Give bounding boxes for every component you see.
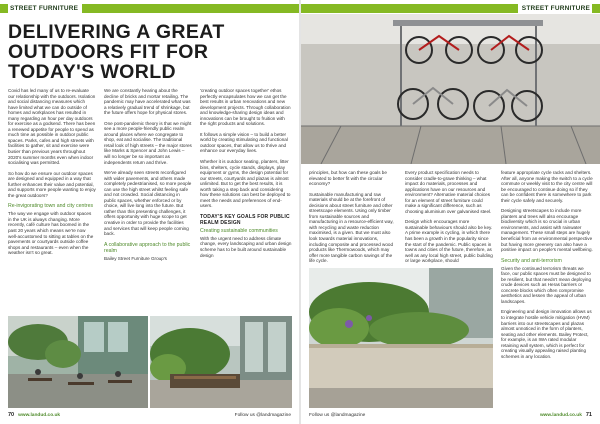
footer-left	[8, 412, 60, 418]
page-number-left: 70	[8, 412, 15, 418]
cafe-terrace-photo	[8, 316, 148, 408]
paragraph: We've already seen streets reconfigured with wider pavements, and others made completely pedestrianised, so more people can use the high street whilst feeling safe and not crowded. Social distancing in public spaces, whether enforced or by choice, will live long into the future. But rather than this presenting challenges, it offers opportunity with huge scope to get creative in order to provide the facilities and services that will keep people coming back.	[104, 170, 192, 237]
planter-photo	[309, 268, 493, 408]
paragraph: Engineering and design innovation allows us to integrate hostile vehicle mitigation (HVM) barriers into our streetscapes and plazas almost unnoticed in the form of planters, seating and other elements. Bailey Protect, for example, is an IWA rated modular retaining wall system, which is perfect for creating visually appealing raised planting schemes in any location.	[501, 309, 592, 359]
paragraph: One post-pandemic theory is that we might see a more people-friendly public realm around places where we congregate to shop, eat and socialise. The traditional retail look of high streets – the major stores like Marks & Spencer and John Lewis – will no longer be so important as independents return and thrive.	[104, 120, 192, 165]
headline	[8, 22, 298, 82]
footer-follow-right: Follow us @landmagazine	[309, 413, 366, 418]
headline-line-3: TODAY'S WORLD	[8, 61, 177, 83]
footer-url-right[interactable]: www.landud.co.uk	[539, 413, 582, 418]
paragraph: 'creating outdoor spaces together' ethos perfectly encapsulates how we can get the best results in urban renovations and new development projects. Through collaboration and knowledge-sharing design ideas and innovations can be brought to fruition with the right products and solutions.	[200, 88, 291, 127]
paragraph: principles, but how can these goals be elevated to better fit with the circular economy?	[309, 170, 387, 187]
paragraph: The way we engage with outdoor spaces in the UK is always changing. More recently, café culture has boomed in the past 20 years which means we're now well-accustomed to sitting at tables on the pavements or courtyards outside coffee shops and restaurants – even when the weather isn't so great.	[8, 211, 94, 256]
subheading: Security and anti-terrorism	[501, 257, 562, 264]
subheading: Re-invigorating town and city centres	[8, 203, 94, 210]
left-column-3	[200, 88, 292, 263]
footer-follow-left: Follow us @landmagazine	[234, 413, 291, 418]
paragraph: Sustainable manufacturing and raw materials should be at the forefront of decisions about street furniture and other streetscape elements. Using only timber from sustainable sources and manufacturing in a resource-efficient way, with recycling and waste reduction maximised, is a given. But we must also look towards material innovations, including composite and processed wood products like Thermowoods, which may offer more tangible carbon savings of the life cycle.	[309, 191, 394, 264]
page-number-right: 71	[585, 412, 592, 418]
paragraph: Design which encourages more sustainable behaviours should also be key. A prime example is cycling, in which there has been a growth in the popularity since the start of the pandemic. Public spaces in towns and cities of the future, therefore, as well as any local high street, public building or large workplace, should	[405, 219, 493, 264]
left-column-1	[8, 88, 96, 261]
footer-url-left[interactable]: www.landud.co.uk	[18, 413, 61, 418]
section-label-right: STREET FURNITURE	[518, 4, 592, 13]
right-column-3	[501, 170, 593, 364]
paragraph: With the urgent need to address climate change, every landscaping and urban design scheme has to be built around sustainable design	[200, 235, 292, 258]
headline-line-1: DELIVERING A GREAT	[8, 21, 225, 43]
paragraph: Covid has led many of us to re-evaluate our relationship with the outdoors. Isolation and social distancing measures which have limited what we can do outside of homes and workplaces has resulted in many regarding an hour per day outdoors for exercise as a godsend. There has been a renewed appetite for people to spend as much time as possible in outdoor public spaces. Parks, cafes and high streets with facilities to gather, sit and exercise were busier than previous years throughout 2020's summer months even when indoor socialising was permitted.	[8, 88, 96, 166]
paragraph: Given the continued terrorism threats we face, our public spaces must be designed to be resilient, but that needn't mean deploying crude devices such as Heras barriers or concrete blocks which often compromise aesthetics and lessen the appeal of urban landscapes.	[501, 265, 592, 304]
headline-line-2: OUTDOORS FIT FOR	[8, 41, 209, 63]
right-column-2	[405, 170, 493, 269]
right-column-1	[309, 170, 397, 269]
right-page	[301, 0, 600, 424]
key-goals-heading: TODAY'S KEY GOALS FOR PUBLIC REALM DESIGN	[200, 213, 290, 226]
subheading: Creating sustainable communities	[200, 227, 278, 234]
paragraph: Whether it is outdoor seating, planters, litter bins, shelters, cycle stands, displays, play equipment or gyms, the design potential for our streets, courtyards and plazas is almost unlimited. But to get the best results, it is worth taking a step back and considering how these solutions can best be deployed to meet the needs and preferences of end-users.	[200, 159, 291, 209]
footer-right	[540, 412, 592, 418]
subheading: A collaborative approach to the public realm	[104, 241, 191, 254]
left-column-2	[104, 88, 192, 266]
paragraph: Every product specification needs to consider cradle-to-grave thinking – what impact do materials, processes and applications have on our resources and environment? Alternative material choices for an element of street furniture could make a significant difference, such as choosing aluminium over galvanised steel.	[405, 170, 492, 214]
section-label-left: STREET FURNITURE	[8, 4, 82, 13]
left-page	[0, 0, 299, 424]
paragraph: feature appropriate cycle racks and shelters. After all, anyone making the switch to a cycle commute or weekly visit to the city centre will be encouraged to continue doing so if they can be confident there is somewhere to park their cycle safely and securely.	[501, 170, 593, 203]
paragraph: We are constantly hearing about the decline of bricks and mortar retailing. The pandemic may have accelerated what was a relatively gradual trend of shrinkage, but the future offers hope for physical stores.	[104, 88, 191, 116]
paragraph: Designing streetscapes to include more planters and trees will also encourage biodiversity which is so crucial in urban environments, and assist with rainwater management. These small steps are hugely beneficial from an environmental perspective but having more greenery can also have a positive impact on people's mental wellbeing.	[501, 208, 593, 253]
cycle-rack-photo	[301, 14, 600, 164]
planter-seating-photo	[150, 316, 292, 408]
paragraph: It follows a simple vision – to build a better world by creating stimulating and functional outdoor spaces, that allow us to thrive and enhance our everyday lives.	[200, 131, 288, 154]
paragraph: Bailey Street Furniture Group's	[104, 255, 167, 261]
paragraph: So how do we ensure our outdoor spaces are designed and equipped in a way that further enhances their value and potential, and supports more people wanting to enjoy the great outdoors?	[8, 170, 96, 198]
